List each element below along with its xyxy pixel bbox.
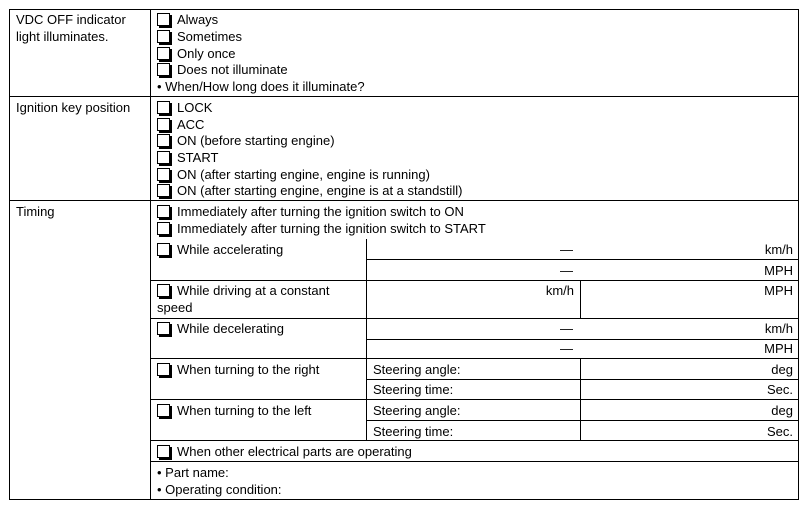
constant-speed-line2: speed (157, 300, 193, 315)
timing-option-constant-speed[interactable]: While driving at a constant (157, 283, 329, 299)
ignition-option-on-before[interactable]: ON (before starting engine) (157, 133, 335, 149)
checkbox-icon[interactable] (157, 205, 170, 218)
vdc-note: • When/How long does it illuminate? (157, 79, 365, 94)
checkbox-icon[interactable] (157, 404, 170, 417)
row-divider (150, 358, 799, 359)
checkbox-icon[interactable] (157, 445, 170, 458)
ignition-option-on-standstill[interactable]: ON (after starting engine, engine is at a standstill) (157, 183, 462, 199)
checkbox-icon[interactable] (157, 322, 170, 335)
checkbox-icon[interactable] (157, 118, 170, 131)
right-steering-angle-label: Steering angle: (373, 362, 461, 377)
constant-mph-unit: MPH (764, 283, 793, 298)
vdc-option-only-once[interactable]: Only once (157, 46, 236, 62)
left-steering-time-label: Steering time: (373, 424, 454, 439)
accel-mph-unit: MPH (764, 263, 793, 278)
row-divider (366, 420, 799, 421)
decel-kmh-dash: — (560, 321, 573, 336)
row-divider (9, 96, 799, 97)
vdc-option-sometimes[interactable]: Sometimes (157, 29, 242, 45)
vdc-label-line2: light illuminates. (16, 29, 109, 44)
checkbox-icon[interactable] (157, 134, 170, 147)
timing-option-turn-right[interactable]: When turning to the right (157, 362, 319, 378)
checkbox-icon[interactable] (157, 63, 170, 76)
column-divider (580, 358, 581, 440)
checkbox-icon[interactable] (157, 184, 170, 197)
checkbox-icon[interactable] (157, 363, 170, 376)
checkbox-icon[interactable] (157, 284, 170, 297)
row-divider (150, 461, 799, 462)
row-divider (150, 318, 799, 319)
right-steering-time-label: Steering time: (373, 382, 454, 397)
decel-mph-dash: — (560, 341, 573, 356)
row-divider (150, 399, 799, 400)
row-divider (150, 440, 799, 441)
checkbox-icon[interactable] (157, 151, 170, 164)
left-steering-angle-label: Steering angle: (373, 403, 461, 418)
timing-option-decelerating[interactable]: While decelerating (157, 321, 284, 337)
column-divider (150, 9, 151, 500)
row-divider (366, 379, 799, 380)
ignition-option-lock[interactable]: LOCK (157, 100, 212, 116)
decel-kmh-unit: km/h (764, 321, 793, 336)
timing-option-turn-left[interactable]: When turning to the left (157, 403, 311, 419)
right-steering-angle-unit: deg (771, 362, 793, 377)
vdc-label-line1: VDC OFF indicator (16, 12, 126, 27)
row-divider (150, 280, 799, 281)
timing-option-immediately-start[interactable]: Immediately after turning the ignition switch to START (157, 221, 486, 237)
vdc-option-does-not-illuminate[interactable]: Does not illuminate (157, 62, 288, 78)
checkbox-icon[interactable] (157, 222, 170, 235)
checkbox-icon[interactable] (157, 13, 170, 26)
column-divider (366, 239, 367, 440)
checkbox-icon[interactable] (157, 47, 170, 60)
ignition-option-on-running[interactable]: ON (after starting engine, engine is running) (157, 167, 430, 183)
checkbox-icon[interactable] (157, 243, 170, 256)
right-steering-time-unit: Sec. (766, 382, 793, 397)
row-divider (9, 200, 799, 201)
ignition-option-start[interactable]: START (157, 150, 218, 166)
timing-option-other-parts[interactable]: When other electrical parts are operating (157, 444, 412, 460)
row-divider (366, 259, 799, 260)
checkbox-icon[interactable] (157, 101, 170, 114)
ignition-label: Ignition key position (16, 100, 131, 115)
operating-condition-label: • Operating condition: (157, 482, 282, 497)
ignition-option-acc[interactable]: ACC (157, 117, 204, 133)
accel-mph-dash: — (560, 263, 573, 278)
timing-option-accelerating[interactable]: While accelerating (157, 242, 283, 258)
accel-kmh-unit: km/h (764, 242, 793, 257)
accel-kmh-dash: — (560, 242, 573, 257)
timing-label: Timing (16, 204, 55, 219)
part-name-label: • Part name: (157, 465, 229, 480)
decel-mph-unit: MPH (764, 341, 793, 356)
constant-kmh-unit: km/h (545, 283, 574, 298)
column-divider (580, 280, 581, 318)
checkbox-icon[interactable] (157, 168, 170, 181)
vdc-option-always[interactable]: Always (157, 12, 218, 28)
left-steering-angle-unit: deg (771, 403, 793, 418)
row-divider (366, 339, 799, 340)
timing-option-immediately-on[interactable]: Immediately after turning the ignition switch to ON (157, 204, 464, 220)
checkbox-icon[interactable] (157, 30, 170, 43)
left-steering-time-unit: Sec. (766, 424, 793, 439)
